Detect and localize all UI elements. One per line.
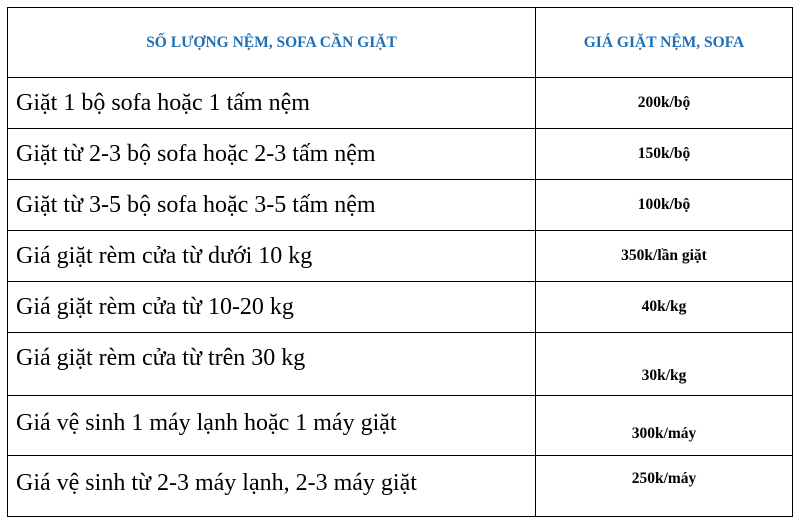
row-label: Giá vệ sinh 1 máy lạnh hoặc 1 máy giặt bbox=[8, 396, 536, 456]
table-row bbox=[8, 78, 793, 129]
row-label: Giá giặt rèm cửa từ 10-20 kg bbox=[8, 282, 536, 333]
row-price: 200k/bộ bbox=[536, 78, 793, 129]
price-table bbox=[7, 7, 793, 517]
header-price: GIÁ GIẶT NỆM, SOFA bbox=[536, 8, 793, 78]
table-header-row bbox=[8, 8, 793, 78]
row-price: 250k/máy bbox=[536, 456, 793, 517]
row-price: 40k/kg bbox=[536, 282, 793, 333]
table-row bbox=[8, 396, 793, 456]
header-quantity: SỐ LƯỢNG NỆM, SOFA CẦN GIẶT bbox=[8, 8, 536, 78]
table-row bbox=[8, 282, 793, 333]
row-label: Giặt từ 2-3 bộ sofa hoặc 2-3 tấm nệm bbox=[8, 129, 536, 180]
row-price: 150k/bộ bbox=[536, 129, 793, 180]
table-row bbox=[8, 333, 793, 396]
table-row bbox=[8, 231, 793, 282]
row-price: 100k/bộ bbox=[536, 180, 793, 231]
table-row bbox=[8, 129, 793, 180]
row-label: Giá giặt rèm cửa từ trên 30 kg bbox=[8, 333, 536, 396]
row-price: 300k/máy bbox=[536, 396, 793, 456]
row-label: Giá vệ sinh từ 2-3 máy lạnh, 2-3 máy giặt bbox=[8, 456, 536, 517]
table-row bbox=[8, 456, 793, 517]
row-price: 350k/lần giặt bbox=[536, 231, 793, 282]
table-row bbox=[8, 180, 793, 231]
row-price: 30k/kg bbox=[536, 333, 793, 396]
row-label: Giặt từ 3-5 bộ sofa hoặc 3-5 tấm nệm bbox=[8, 180, 536, 231]
row-label: Giặt 1 bộ sofa hoặc 1 tấm nệm bbox=[8, 78, 536, 129]
row-label: Giá giặt rèm cửa từ dưới 10 kg bbox=[8, 231, 536, 282]
